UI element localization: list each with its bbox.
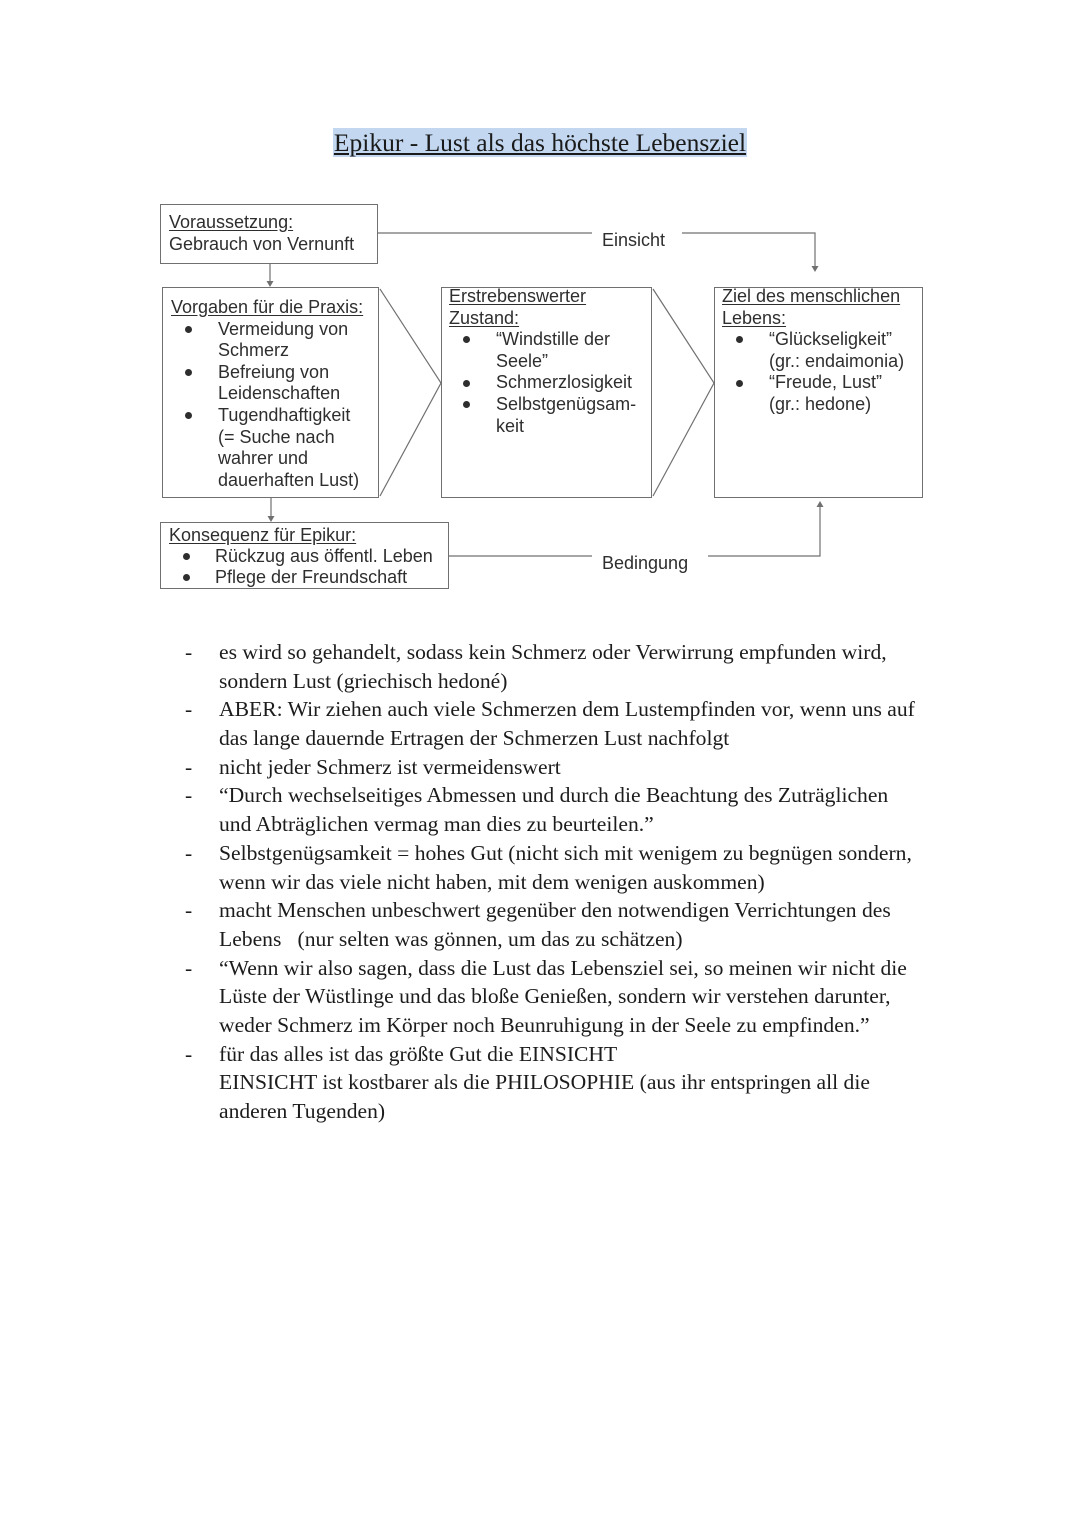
- bullet-text: (gr.: hedone): [769, 393, 872, 414]
- bullet-text: Rückzug aus öffentl. Leben: [215, 546, 433, 566]
- note-line: nicht jeder Schmerz ist vermeidenswert: [219, 754, 561, 779]
- note-line: wenn wir das viele nicht haben, mit dem wenigen auskommen): [219, 869, 765, 894]
- note-line: ABER: Wir ziehen auch viele Schmerzen dem Lustempfinden vor, wenn uns auf: [219, 697, 915, 722]
- bullet-item: [169, 546, 448, 567]
- notes-list: [0, 638, 1080, 1126]
- page-title: Epikur - Lust als das höchste Lebensziel: [333, 128, 747, 157]
- title-row: [0, 128, 1080, 162]
- bullet-text: Tugendhaftigkeit: [218, 404, 351, 425]
- box-heading: Voraussetzung:: [169, 212, 294, 232]
- bullet-text: Pflege der Freundschaft: [215, 567, 408, 587]
- bullet-text: Befreiung von: [218, 361, 330, 382]
- note-line: anderen Tugenden): [219, 1099, 386, 1123]
- bullet-text: Leidenschaften: [218, 383, 341, 404]
- bullet-dot-icon: [183, 574, 190, 581]
- bullet-item: [171, 319, 378, 362]
- bullet-dot-icon: [463, 401, 470, 408]
- bullet-text: Seele”: [496, 350, 549, 371]
- box-text: Gebrauch von Vernunft: [169, 233, 355, 254]
- box-heading: Ziel des menschlichen: [722, 286, 901, 306]
- dash-marker: -: [185, 640, 193, 664]
- bullet-item: [449, 394, 651, 437]
- note-item: [0, 1040, 1080, 1126]
- note-line: es wird so gehandelt, sodass kein Schmerz oder Verwirrung empfunden wird,: [219, 640, 887, 664]
- box-erstrebenswerter-zustand: [441, 287, 652, 498]
- connector-line-bedingung-right: [708, 505, 820, 556]
- bullet-text: Selbstgenügsam-: [496, 393, 637, 414]
- bullet-dot-icon: [183, 553, 190, 560]
- note-line: sondern Lust (griechisch hedoné): [219, 668, 508, 693]
- bullet-text: keit: [496, 415, 525, 436]
- box-heading: Erstrebenswerter: [449, 286, 587, 306]
- dash-marker: -: [185, 754, 193, 779]
- bullet-dot-icon: [463, 380, 470, 387]
- box-vorgaben-praxis: [162, 287, 379, 498]
- bullet-item: [722, 372, 922, 415]
- bullet-dot-icon: [185, 369, 192, 376]
- box-content: [722, 286, 922, 416]
- note-line: “Durch wechselseitiges Abmessen und durch die Beachtung des Zuträglichen: [219, 783, 889, 808]
- bullet-text: Schmerz: [218, 340, 290, 361]
- note-line: für das alles ist das größte Gut die EINSICHT: [219, 1041, 618, 1066]
- note-item: [0, 896, 1080, 953]
- bullet-text: Schmerzlosigkeit: [496, 372, 633, 393]
- dash-marker: -: [185, 898, 193, 923]
- box-heading: Zustand:: [449, 307, 520, 328]
- note-line: Lüste der Wüstlinge und das bloße Genießen, sondern wir verstehen darunter,: [219, 984, 891, 1009]
- box-heading: Lebens:: [722, 307, 787, 328]
- note-item: [0, 839, 1080, 896]
- arrowhead-down-icon: [812, 266, 819, 272]
- box-content: [449, 286, 651, 437]
- bullet-text: “Freude, Lust”: [769, 372, 883, 393]
- bullet-item: [449, 329, 651, 372]
- bullet-item: [171, 362, 378, 405]
- note-line: Lebens (nur selten was gönnen, um das zu schätzen): [219, 926, 683, 951]
- dash-marker: -: [185, 955, 193, 980]
- bullet-text: (= Suche nach: [218, 426, 335, 447]
- chevron-arrow-2: [653, 289, 714, 496]
- note-line: das lange dauernde Ertragen der Schmerzen Lust nachfolgt: [219, 726, 730, 751]
- bullet-text: “Glückseligkeit”: [769, 329, 893, 350]
- bullet-text: wahrer und: [218, 448, 309, 469]
- bullet-dot-icon: [736, 380, 743, 387]
- box-voraussetzung: [160, 204, 378, 264]
- note-line: macht Menschen unbeschwert gegenüber den notwendigen Verrichtungen des: [219, 898, 891, 923]
- dash-marker: -: [185, 697, 193, 722]
- connector-label-einsicht: Einsicht: [602, 230, 666, 250]
- bullet-text: dauerhaften Lust): [218, 469, 360, 490]
- arrowhead-up-icon: [817, 501, 824, 507]
- dash-marker: -: [185, 840, 193, 865]
- dash-marker: -: [185, 1041, 193, 1066]
- bullet-text: “Windstille der: [496, 329, 611, 350]
- bullet-item: [722, 329, 922, 372]
- note-line: und Abträglichen vermag man dies zu beurteilen.”: [219, 812, 654, 837]
- connector-label-bedingung: Bedingung: [602, 553, 689, 573]
- box-heading: Konsequenz für Epikur:: [169, 525, 357, 545]
- dash-marker: -: [185, 783, 193, 808]
- bullet-dot-icon: [736, 336, 743, 343]
- note-line: weder Schmerz im Körper noch Beunruhigung in der Seele zu empfinden.”: [219, 1012, 870, 1037]
- chevron-arrow-1: [380, 289, 441, 496]
- note-item: [0, 954, 1080, 1040]
- box-konsequenz: [160, 522, 449, 589]
- bullet-dot-icon: [185, 326, 192, 333]
- connector-line-einsicht-right: [682, 233, 815, 268]
- bullet-text: (gr.: endaimonia): [769, 350, 905, 371]
- bullet-item: [171, 405, 378, 491]
- bullet-dot-icon: [185, 412, 192, 419]
- note-line: EINSICHT ist kostbarer als die PHILOSOPHIE (aus ihr entspringen all die: [219, 1070, 870, 1095]
- note-item: [0, 638, 1080, 695]
- box-ziel-des-lebens: [714, 287, 923, 498]
- note-line: “Wenn wir also sagen, dass die Lust das Lebensziel sei, so meinen wir nicht die: [219, 955, 907, 980]
- bullet-dot-icon: [463, 336, 470, 343]
- note-item: [0, 753, 1080, 782]
- bullet-text: Vermeidung von: [218, 318, 349, 339]
- note-line: Selbstgenügsamkeit = hohes Gut (nicht sich mit wenigem zu begnügen sondern,: [219, 840, 912, 865]
- bullet-item: [449, 372, 651, 394]
- bullet-item: [169, 567, 448, 588]
- note-item: [0, 695, 1080, 752]
- box-heading: Vorgaben für die Praxis:: [171, 297, 364, 317]
- note-item: [0, 781, 1080, 838]
